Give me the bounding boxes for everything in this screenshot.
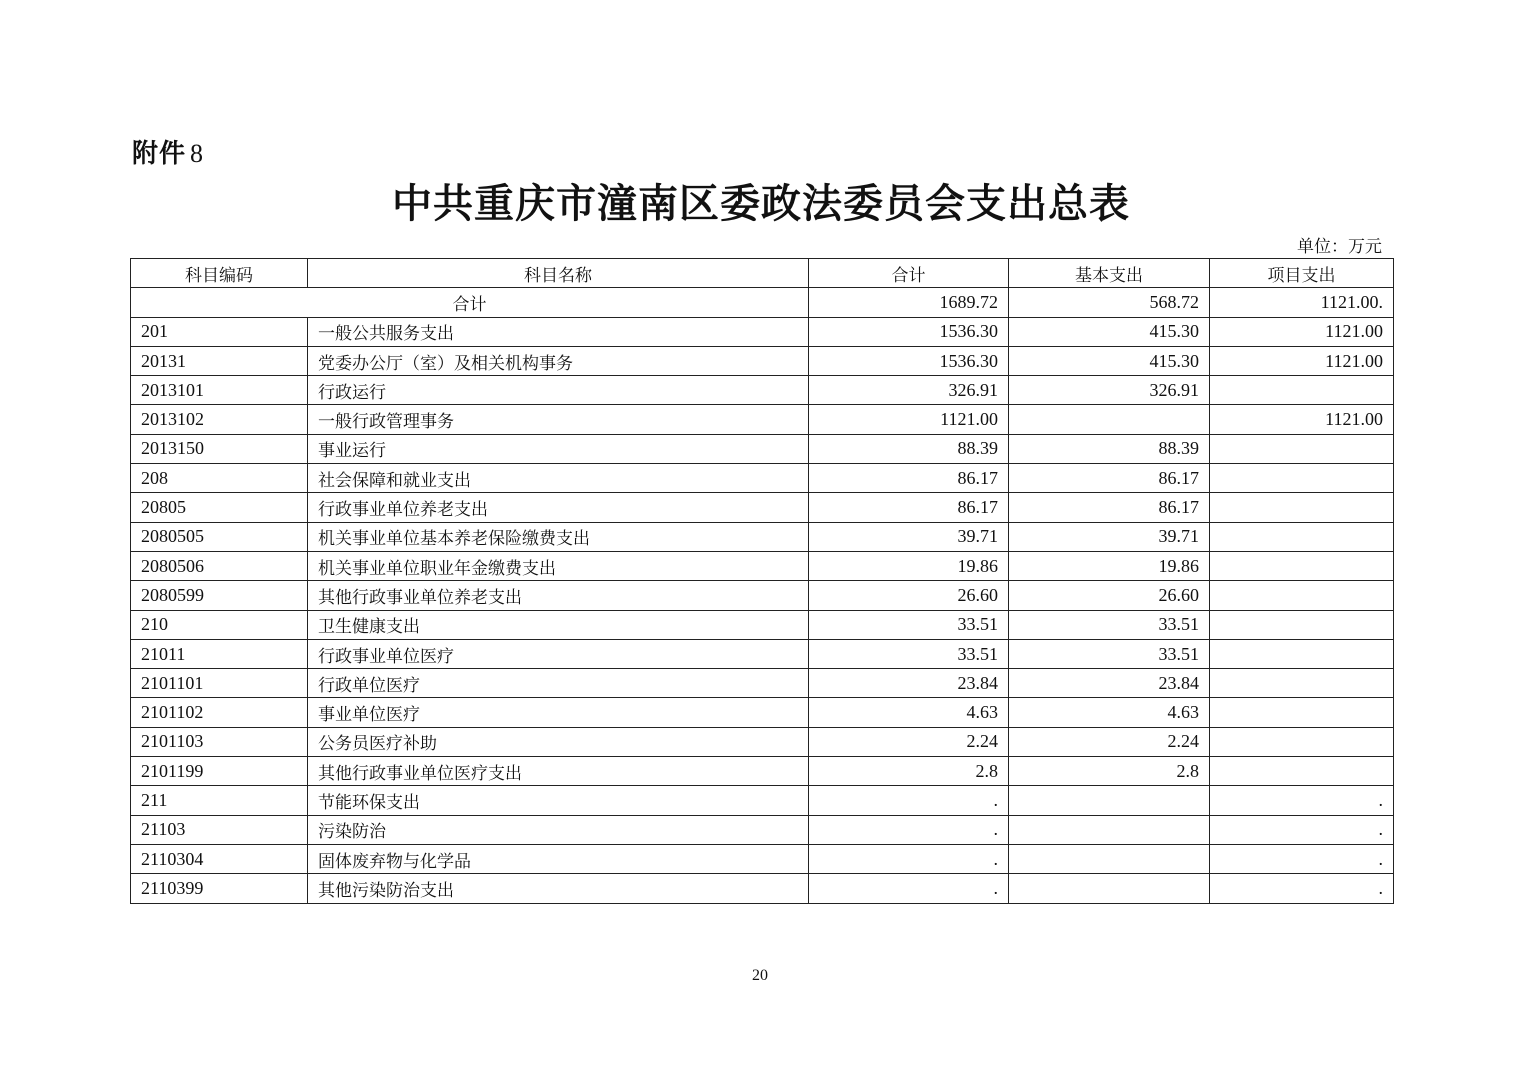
row-total: 86.17 — [809, 464, 1009, 493]
row-total: 1121.00 — [809, 405, 1009, 434]
row-name: 行政单位医疗 — [308, 669, 809, 698]
row-basic: 33.51 — [1009, 610, 1210, 639]
row-project — [1210, 434, 1394, 463]
row-name: 卫生健康支出 — [308, 610, 809, 639]
row-project — [1210, 376, 1394, 405]
row-total: 33.51 — [809, 639, 1009, 668]
row-code: 20131 — [131, 346, 308, 375]
row-name: 固体废弃物与化学品 — [308, 844, 809, 873]
total-amount: 1689.72 — [809, 288, 1009, 317]
table-row — [131, 464, 1394, 493]
row-total: 1536.30 — [809, 317, 1009, 346]
column-header-basic: 基本支出 — [1009, 259, 1210, 288]
row-code: 2101101 — [131, 669, 308, 698]
row-name: 节能环保支出 — [308, 786, 809, 815]
row-basic: 39.71 — [1009, 522, 1210, 551]
row-total: . — [809, 815, 1009, 844]
row-project — [1210, 551, 1394, 580]
row-project: . — [1210, 786, 1394, 815]
table-row — [131, 610, 1394, 639]
row-code: 208 — [131, 464, 308, 493]
table-row — [131, 493, 1394, 522]
row-name: 事业单位医疗 — [308, 698, 809, 727]
row-total: 1536.30 — [809, 346, 1009, 375]
attachment-label-text: 附件 — [132, 139, 187, 169]
row-total: 86.17 — [809, 493, 1009, 522]
row-basic — [1009, 874, 1210, 903]
row-basic: 26.60 — [1009, 581, 1210, 610]
expenditure-table — [130, 258, 1394, 904]
row-project — [1210, 464, 1394, 493]
row-name: 其他行政事业单位医疗支出 — [308, 757, 809, 786]
row-total: . — [809, 874, 1009, 903]
row-basic — [1009, 786, 1210, 815]
row-code: 2110399 — [131, 874, 308, 903]
row-project: 1121.00 — [1210, 405, 1394, 434]
row-basic: 23.84 — [1009, 669, 1210, 698]
row-name: 污染防治 — [308, 815, 809, 844]
row-total: 4.63 — [809, 698, 1009, 727]
table-row — [131, 581, 1394, 610]
row-code: 21011 — [131, 639, 308, 668]
row-total: 33.51 — [809, 610, 1009, 639]
table-row — [131, 757, 1394, 786]
column-header-total: 合计 — [809, 259, 1009, 288]
row-basic: 86.17 — [1009, 493, 1210, 522]
table-row — [131, 434, 1394, 463]
table-row — [131, 844, 1394, 873]
row-name: 其他行政事业单位养老支出 — [308, 581, 809, 610]
row-code: 2110304 — [131, 844, 308, 873]
row-code: 2013102 — [131, 405, 308, 434]
table-row — [131, 317, 1394, 346]
table-row — [131, 376, 1394, 405]
row-name: 党委办公厅（室）及相关机构事务 — [308, 346, 809, 375]
row-total: . — [809, 786, 1009, 815]
column-header-project: 项目支出 — [1210, 259, 1394, 288]
row-code: 2101199 — [131, 757, 308, 786]
row-code: 201 — [131, 317, 308, 346]
row-basic — [1009, 815, 1210, 844]
row-total: 2.8 — [809, 757, 1009, 786]
row-code: 2101103 — [131, 727, 308, 756]
row-name: 行政运行 — [308, 376, 809, 405]
table-row — [131, 405, 1394, 434]
row-project: 1121.00 — [1210, 346, 1394, 375]
row-project — [1210, 610, 1394, 639]
unit-label: 单位：万元 — [1297, 237, 1382, 257]
row-code: 21103 — [131, 815, 308, 844]
page-title: 中共重庆市潼南区委政法委员会支出总表 — [392, 180, 1130, 227]
row-code: 211 — [131, 786, 308, 815]
row-project — [1210, 581, 1394, 610]
table-header-row — [131, 259, 1394, 288]
row-basic: 4.63 — [1009, 698, 1210, 727]
column-header-code: 科目编码 — [131, 259, 308, 288]
table-row — [131, 669, 1394, 698]
row-basic: 2.24 — [1009, 727, 1210, 756]
row-basic: 19.86 — [1009, 551, 1210, 580]
row-code: 2080599 — [131, 581, 308, 610]
attachment-number: 8 — [190, 139, 205, 168]
total-row — [131, 288, 1394, 317]
row-basic — [1009, 405, 1210, 434]
page-number: 20 — [752, 967, 768, 984]
row-name: 机关事业单位基本养老保险缴费支出 — [308, 522, 809, 551]
row-name: 行政事业单位医疗 — [308, 639, 809, 668]
row-basic: 86.17 — [1009, 464, 1210, 493]
table-row — [131, 346, 1394, 375]
row-basic: 415.30 — [1009, 317, 1210, 346]
row-total: 19.86 — [809, 551, 1009, 580]
row-code: 2080506 — [131, 551, 308, 580]
total-label: 合计 — [131, 288, 809, 317]
row-name: 机关事业单位职业年金缴费支出 — [308, 551, 809, 580]
row-project: . — [1210, 815, 1394, 844]
row-project — [1210, 522, 1394, 551]
row-project — [1210, 698, 1394, 727]
row-basic: 326.91 — [1009, 376, 1210, 405]
row-project: 1121.00 — [1210, 317, 1394, 346]
total-project: 1121.00. — [1210, 288, 1394, 317]
row-total: 326.91 — [809, 376, 1009, 405]
row-code: 2080505 — [131, 522, 308, 551]
row-name: 行政事业单位养老支出 — [308, 493, 809, 522]
table-row — [131, 698, 1394, 727]
row-code: 2101102 — [131, 698, 308, 727]
row-total: 39.71 — [809, 522, 1009, 551]
row-name: 一般行政管理事务 — [308, 405, 809, 434]
row-project — [1210, 727, 1394, 756]
row-name: 一般公共服务支出 — [308, 317, 809, 346]
row-project: . — [1210, 844, 1394, 873]
row-total: . — [809, 844, 1009, 873]
table-row — [131, 815, 1394, 844]
row-project: . — [1210, 874, 1394, 903]
row-basic: 88.39 — [1009, 434, 1210, 463]
total-basic: 568.72 — [1009, 288, 1210, 317]
row-basic — [1009, 844, 1210, 873]
table-row — [131, 639, 1394, 668]
row-code: 2013150 — [131, 434, 308, 463]
row-code: 210 — [131, 610, 308, 639]
row-basic: 415.30 — [1009, 346, 1210, 375]
row-name: 社会保障和就业支出 — [308, 464, 809, 493]
row-project — [1210, 669, 1394, 698]
table-row — [131, 786, 1394, 815]
row-project — [1210, 493, 1394, 522]
row-name: 公务员医疗补助 — [308, 727, 809, 756]
table-row — [131, 551, 1394, 580]
row-total: 88.39 — [809, 434, 1009, 463]
table-row — [131, 522, 1394, 551]
row-project — [1210, 639, 1394, 668]
row-basic: 2.8 — [1009, 757, 1210, 786]
row-total: 26.60 — [809, 581, 1009, 610]
row-total: 2.24 — [809, 727, 1009, 756]
table-row — [131, 874, 1394, 903]
table-row — [131, 727, 1394, 756]
row-code: 2013101 — [131, 376, 308, 405]
row-name: 事业运行 — [308, 434, 809, 463]
row-basic: 33.51 — [1009, 639, 1210, 668]
row-code: 20805 — [131, 493, 308, 522]
row-project — [1210, 757, 1394, 786]
row-total: 23.84 — [809, 669, 1009, 698]
attachment-label — [132, 133, 204, 170]
row-name: 其他污染防治支出 — [308, 874, 809, 903]
column-header-name: 科目名称 — [308, 259, 809, 288]
